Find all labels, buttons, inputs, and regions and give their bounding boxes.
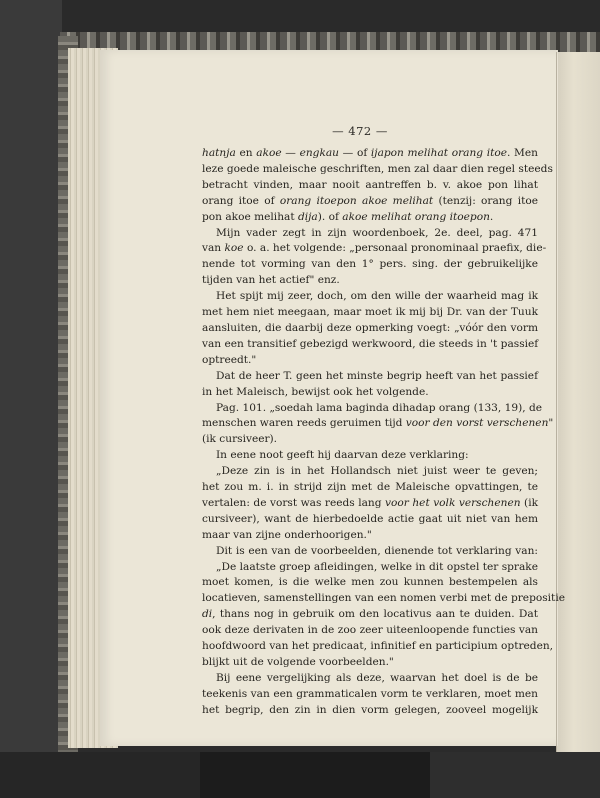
text-line <box>202 401 543 417</box>
text-line <box>202 210 538 226</box>
text-line <box>202 544 538 560</box>
text-segment: Het spijt mij zeer, doch, om den wille der waarheid mag ik <box>216 290 538 303</box>
text-line <box>202 591 565 607</box>
italic-text: akoe <box>256 147 282 159</box>
text-line <box>202 655 538 671</box>
text-segment: „De laatste groep afleidingen, welke in dit opstel ter sprake <box>216 560 538 573</box>
text-segment: het zou m. i. in strijd zijn met de Maleische opvattingen, te <box>202 481 538 494</box>
text-line <box>202 607 538 623</box>
bottom-strip-right <box>430 752 600 798</box>
text-segment: , thans nog in gebruik om den locativus aan te duiden. Dat <box>212 608 538 621</box>
text-segment: Bij eene vergelijking als deze, waarvan het doel is de be <box>216 671 538 684</box>
text-segment: . Men <box>507 147 538 159</box>
text-line <box>202 416 554 432</box>
text-segment: Dit is een van de voorbeelden, dienende tot verklaring van: <box>216 544 538 557</box>
text-segment: teekenis van een grammaticalen vorm te verklaren, moet men <box>202 687 538 700</box>
text-line <box>202 337 538 353</box>
italic-text: dija <box>297 210 318 223</box>
text-segment: hoofdwoord van het predicaat, infinitief en participium optreden, <box>202 640 554 653</box>
scanner-background-bottom <box>0 752 600 798</box>
text-line <box>202 528 538 544</box>
italic-text: akoe melihat orang itoepon <box>342 210 490 223</box>
text-line <box>202 464 538 480</box>
body-text <box>202 146 565 719</box>
text-segment: aansluiten, die daarbij deze opmerking voegt: „vóór den vorm <box>202 321 538 334</box>
italic-text: koe <box>224 242 244 255</box>
text-line <box>202 480 538 496</box>
text-segment: Dat de heer T. geen het minste begrip heeft van het passief <box>216 369 538 382</box>
text-segment: „Deze zin is in het Hollandsch niet juist weer te geven; <box>216 465 538 478</box>
text-segment: het begrip, den zin in dien vorm gelegen, zooveel mogelijk <box>202 703 538 716</box>
text-segment: locatieven, samenstellingen van een nomen verbi met de prepositie <box>202 592 565 605</box>
text-line <box>202 385 538 401</box>
text-segment: van <box>202 242 225 255</box>
bottom-strip-dark <box>0 752 200 798</box>
page-number: — 472 — <box>332 124 388 138</box>
text-line <box>202 512 538 528</box>
bottom-strip-center <box>200 752 430 798</box>
text-line <box>202 703 538 719</box>
italic-text: ijapon melihat orang itoe <box>370 147 508 159</box>
text-segment: (ik <box>520 496 538 509</box>
text-segment: in het Maleisch, bewijst ook het volgende. <box>202 385 429 398</box>
text-segment: " <box>548 417 554 430</box>
text-segment: optreedt." <box>202 353 257 366</box>
italic-text: engkau <box>299 147 340 159</box>
text-segment: moet komen, is die welke men zou kunnen bestempelen als <box>202 576 538 589</box>
text-line <box>202 178 538 194</box>
text-line <box>202 687 538 703</box>
text-segment: menschen waren reeds geruimen tijd <box>202 417 406 430</box>
text-line <box>202 353 538 369</box>
text-line <box>202 671 538 687</box>
text-segment: maar van zijne onderhoorigen." <box>202 528 372 541</box>
text-segment: tijden van het actief" enz. <box>202 274 340 287</box>
italic-text: di <box>202 608 213 621</box>
text-segment: ). of <box>317 210 343 223</box>
italic-text: voor het volk verschenen <box>385 496 521 509</box>
text-segment: In eene noot geeft hij daarvan deze verklaring: <box>216 449 469 462</box>
text-line <box>202 560 538 576</box>
book-spine-edge <box>60 32 600 52</box>
text-line <box>202 273 538 289</box>
text-segment: nende tot vorming van den 1° pers. sing. der gebruikelijke <box>202 258 538 271</box>
text-line <box>202 321 538 337</box>
text-segment: ook deze derivaten in de zoo zeer uiteenloopende functies van <box>202 624 538 637</box>
text-line <box>202 241 547 257</box>
italic-text: voor den vorst verschenen <box>405 417 549 430</box>
text-segment: en <box>235 147 257 159</box>
facing-page-edge <box>556 52 600 752</box>
text-segment: (ik cursiveer). <box>202 433 278 446</box>
text-line <box>202 623 538 639</box>
text-segment: pon akoe melihat <box>202 210 298 223</box>
text-segment: (tenzij: orang itoe <box>433 194 538 207</box>
scanner-background-left <box>0 0 62 798</box>
text-line <box>202 432 538 448</box>
text-segment: orang itoe of <box>202 194 280 207</box>
text-segment: — <box>281 147 300 159</box>
text-line <box>202 369 538 385</box>
text-line <box>202 146 538 162</box>
text-line <box>202 289 538 305</box>
italic-text: orang itoepon akoe melihat <box>279 194 434 207</box>
text-segment: blijkt uit de volgende voorbeelden." <box>202 656 394 668</box>
text-segment: cursiveer), want de hierbedoelde actie gaat uit niet van hem <box>202 512 538 525</box>
text-line <box>202 194 538 210</box>
text-line <box>202 448 538 464</box>
text-segment: Mijn vader zegt in zijn woordenboek, 2e. deel, pag. 471 <box>216 226 538 239</box>
text-line <box>202 639 554 655</box>
text-line <box>202 226 538 242</box>
gutter-line <box>556 52 557 752</box>
text-line <box>202 305 538 321</box>
text-line <box>202 162 553 178</box>
text-segment: Pag. 101. „soedah lama baginda dihadap orang (133, 19), de <box>216 401 543 414</box>
text-segment: van een transitief gebezigd werkwoord, die steeds in 't passief <box>202 337 539 350</box>
text-segment: . <box>489 210 494 223</box>
text-segment: — of <box>339 147 371 159</box>
text-line <box>202 496 538 512</box>
text-segment: vertalen: de vorst was reeds lang <box>202 496 386 509</box>
text-segment: betracht vinden, maar nooit aantreffen b. v. akoe pon lihat <box>202 178 538 191</box>
text-line <box>202 575 538 591</box>
text-line <box>202 257 538 273</box>
text-segment: leze goede maleische geschriften, men zal daar dien regel steeds <box>202 162 553 175</box>
text-segment: met hem niet meegaan, maar moet ik mij bij Dr. van der Tuuk <box>202 306 538 319</box>
italic-text: hatnja <box>202 147 236 159</box>
scanner-background-top <box>0 0 600 36</box>
text-segment: o. a. het volgende: „personaal pronominaal praefix, die- <box>243 242 547 255</box>
